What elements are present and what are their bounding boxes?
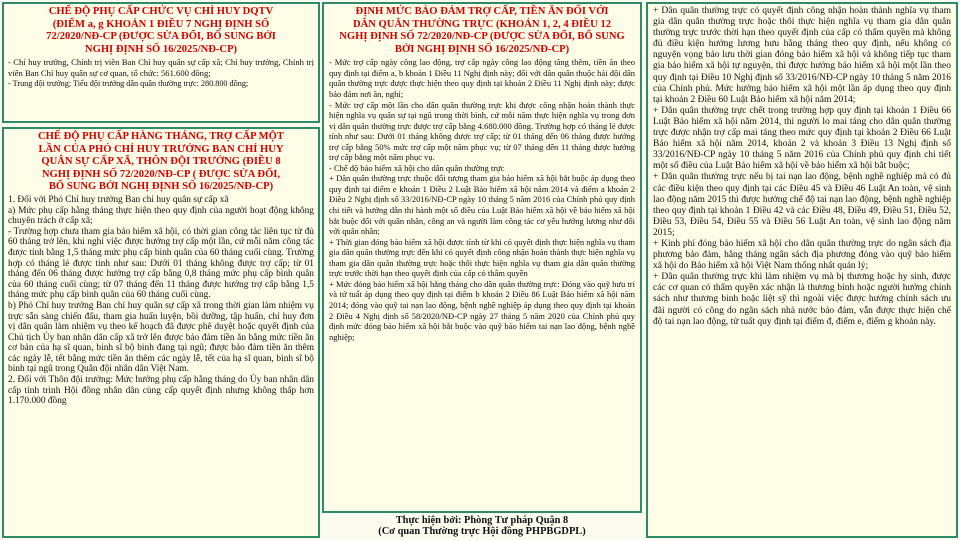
monthly-allowance-box <box>2 127 320 538</box>
paragraph: - Mức trợ cấp ngày công lao động, trợ cấp ngày công lao động tăng thêm, tiền ăn theo quy định tại điểm a, b khoản 1 Điều 11 Nghị định này; đối với dân quân thuộc hải đội dân quân thường trực được thực hiện theo quy định tại khoản 2 Điều 11 Nghị định này; được bảo đảm nơi ăn, nghỉ; <box>329 57 635 100</box>
paragraph: - Mức trợ cấp một lần cho dân quân thường trực khi được công nhận hoàn thành thực hiện nghĩa vụ quân sự tại ngũ trong thời bình, cứ mỗi năm thực hiện nghĩa vụ trong đơn vị dân quân thường trực được trợ cấp bằng 4.680.000 đồng. Trường hợp có tháng lẻ được tính như sau: Dưới 01 tháng không được trợ cấp; từ 01 tháng đến 06 tháng được hưởng trợ cấp bằng 50% mức trợ cấp một năm phục vụ; từ 07 tháng đến 11 tháng được hưởng trợ cấp bằng một năm phục vụ. <box>329 99 635 163</box>
paragraph: 2. Đối với Thôn đội trưởng: Mức hưởng phụ cấp hằng tháng do Ủy ban nhân dân cấp tỉnh trình Hội đồng nhân dân cùng cấp quyết định nhưng không thấp hơn 1.170.000 đồng <box>8 375 314 407</box>
subsidy-title: ĐỊNH MỨC BẢO ĐẢM TRỢ CẤP, TIỀN ĂN ĐỐI VỚI DÂN QUÂN THƯỜNG TRỰC (KHOẢN 1, 2, 4 ĐIỀU 12 NGHỊ ĐỊNH SỐ 72/2020/NĐ-CP (ĐƯỢC SỬA ĐỔI, BỔ SUNG BỞI NGHỊ ĐỊNH SỐ 16/2025/NĐ-CP) <box>339 6 625 55</box>
paragraph: + Kinh phí đóng bảo hiểm xã hội cho dân quân thường trực do ngân sách địa phương bảo đảm, hằng tháng ngân sách địa phương đóng vào quỹ bảo hiểm xã hội do Bảo hiểm xã hội Việt Nam thống nhất quản lý; <box>653 238 951 272</box>
paragraph: + Dân quân thường trực chết trong trường hợp quy định tại khoản 1 Điều 66 Luật Bảo hiểm xã hội năm 2014, thì người lo mai táng cho dân quân thường trực được nhận trợ cấp mai táng theo mức quy định tại khoản 2 Điều 66 Luật Bảo hiểm xã hội năm 2014, khoản 2 và khoản 3 Điều 13 Nghị định số 33/2016/NĐ-CP ngày 10 tháng 5 năm 2016 của Chính phủ quy định chi tiết một số điều của Luật Bảo hiểm xã hội về bảo hiểm xã hội bắt buộc; <box>653 105 951 172</box>
paragraph: a) Mức phụ cấp hằng tháng thực hiện theo quy định của người hoạt động không chuyên trách ở cấp xã; <box>8 205 314 227</box>
footer-credit <box>322 515 642 538</box>
column-left <box>2 2 320 538</box>
paragraph: 1. Đối với Phó Chỉ huy trưởng Ban chỉ huy quân sự cấp xã <box>8 194 229 205</box>
monthly-allowance-title: CHẾ ĐỘ PHỤ CẤP HÀNG THÁNG, TRỢ CẤP MỘT LẦN CỦA PHÓ CHỈ HUY TRƯỞNG BAN CHỈ HUY QUÂN SỰ CẤP XÃ, THÔN ĐỘI TRƯỞNG (ĐIỀU 8 NGHỊ ĐỊNH SỐ 72/2020/NĐ-CP ( ĐƯỢC SỬA ĐỔI, BỔ SUNG BỞI NGHỊ ĐỊNH SỐ 16/2025/NĐ-CP) <box>38 131 284 193</box>
paragraph: + Thời gian đóng bảo hiểm xã hội được tính từ khi có quyết định thực hiện nghĩa vụ tham gia dân quân thường trực đến khi có quyết định công nhận hoàn thành thực hiện nghĩa vụ tham gia dân quân thường trực hoặc thôi thực hiện nghĩa vụ tham gia dân quân thường trực trước thời hạn theo quyết định của cấp có thẩm quyền <box>329 236 635 279</box>
insurance-body <box>648 4 956 330</box>
allowance-position-body <box>4 56 318 90</box>
allowance-position-box <box>2 2 320 123</box>
subsidy-body <box>324 56 640 343</box>
paragraph: + Dân quân thường trực thuộc đối tượng tham gia bảo hiểm xã hội bắt buộc áp dụng theo quy định tại điểm e khoản 1 Điều 2 Luật Bảo hiểm xã hội năm 2014 và điểm a khoản 2 Điều 2 Nghị định số 33/2016/NĐ-CP ngày 10 tháng 5 năm 2016 của Chính phủ quy định chi tiết và hướng dẫn thi hành một số điều của Luật Bảo hiểm xã hội về bảo hiểm xã hội bắt buộc đối với quân nhân, công an và người làm công tác cơ yếu hưởng lương như đối với quân nhân; <box>329 173 635 237</box>
paragraph: - Chế độ bảo hiểm xã hội cho dân quân thường trực <box>329 162 505 173</box>
paragraph: - Chỉ huy trưởng, Chính trị viên Ban Chỉ huy quân sự cấp xã; Chỉ huy trưởng, Chính trị viên Ban Chỉ huy quân sự cơ quan, tổ chức: 561.600 đồng; <box>8 57 314 79</box>
footer-line-1: Thực hiện bởi: Phòng Tư pháp Quận 8 <box>395 515 569 526</box>
paragraph: b) Phó Chỉ huy trưởng Ban chỉ huy quân sự cấp xã trong thời gian làm nhiệm vụ trực sẵn sàng chiến đấu, tham gia huấn luyện, bồi dưỡng, tập huấn, chỉ huy đơn vị dân quân làm nhiệm vụ theo kế hoạch đã được phê duyệt hoặc quyết định của Chủ tịch Ủy ban nhân dân cấp xã trở lên được bảo đảm tiền ăn bằng mức tiền ăn cơ bản của hạ sĩ quan, binh sĩ bộ binh đang tại ngũ; được bảo đảm tiền ăn thêm các ngày lễ, tết bằng mức tiền ăn thêm các ngày lễ, tết của hạ sĩ quan, binh sĩ bộ binh tại ngũ trong Quân đội nhân dân Việt Nam. <box>8 300 314 375</box>
column-middle <box>322 2 642 513</box>
allowance-position-title: CHẾ ĐỘ PHỤ CẤP CHỨC VỤ CHỈ HUY DQTV (ĐIỂM a, g KHOẢN 1 ĐIỀU 7 NGHỊ ĐỊNH SỐ 72/2020/NĐ-CP (ĐƯỢC SỬA ĐỔI, BỔ SUNG BỞI NGHỊ ĐỊNH SỐ 16/2025/NĐ-CP) <box>46 6 276 55</box>
paragraph: + Mức đóng bảo hiểm xã hội hằng tháng cho dân quân thường trực: Đóng vào quỹ hưu trí và tử tuất áp dụng theo quy định tại điểm b khoản 2 Điều 86 Luật Bảo hiểm xã hội năm 2014; đóng vào quỹ tai nạn lao động, bệnh nghề nghiệp áp dụng theo quy định tại khoản 2 Điều 4 Nghị định số 58/2020/NĐ-CP ngày 27 tháng 5 năm 2020 của Chính phủ quy định mức đóng bảo hiểm xã hội bắt buộc vào quỹ bảo hiểm tai nạn lao động, bệnh nghề nghiệp; <box>329 278 635 342</box>
paragraph: - Trường hợp chưa tham gia bảo hiểm xã hội, có thời gian công tác liên tục từ đủ 60 tháng trở lên, khi nghỉ việc được hưởng trợ cấp một lần, cứ mỗi năm công tác được tính bằng 1,5 tháng mức phụ cấp bình quân của 60 tháng cuối cùng. Trường hợp có tháng lẻ được tính như sau: Dưới 01 tháng không được trợ cấp; từ 01 tháng đến 06 tháng được hưởng trợ cấp bằng 0,8 tháng mức phụ cấp bình quân của 60 tháng cuối cùng; từ 07 tháng đến 11 tháng được hưởng trợ cấp bằng 1,5 tháng mức phụ cấp bình quân của 60 tháng cuối cùng. <box>8 226 314 301</box>
paragraph: - Trung đội trưởng; Tiểu đội trưởng dân quân thường trực: 280.800 đồng; <box>8 78 249 88</box>
column-right <box>646 2 958 538</box>
paragraph: + Dân quân thường trực có quyết định công nhận hoàn thành nghĩa vụ tham gia dân quân thường trực hoặc thôi thực hiện nghĩa vụ tham gia dân quân thường trực trước thời hạn theo quyết định của cấp có thẩm quyền mà không đủ điều kiện hưởng lương hưu hằng tháng theo quy định, nếu không có nguyện vọng bảo lưu thời gian đóng bảo hiểm xã hội và không tiếp tục tham gia bảo hiểm xã hội tự nguyện, thì được hưởng bảo hiểm xã hội một lần theo quy định tại Điều 10 Nghị định số 33/2016/NĐ-CP ngày 10 tháng 5 năm 2016 của Chính phủ. Mức hưởng bảo hiểm xã hội một lần áp dụng theo quy định tại khoản 2 Điều 60 Luật Bảo hiểm xã hội năm 2014; <box>653 6 951 105</box>
footer-line-2: (Cơ quan Thường trực Hội đồng PHPBGDPL) <box>378 526 586 538</box>
paragraph: + Dân quân thường trực nếu bị tai nạn lao động, bệnh nghề nghiệp mà có đủ các điều kiện theo quy định tại các Điều 45 và Điều 46 Luật An toàn, vệ sinh lao động năm 2015 thì được hưởng chế độ tai nạn lao động, bệnh nghề nghiệp theo quy định tại khoản 1 Điều 42 và các Điều 48, Điều 49, Điều 51, Điều 52, Điều 53, Điều 54, Điều 55 và Điều 56 Luật An toàn, vệ sinh lao động năm 2015; <box>653 172 951 238</box>
monthly-allowance-body <box>4 194 318 408</box>
paragraph: + Dân quân thường trực khi làm nhiệm vụ mà bị thương hoặc hy sinh, được các cơ quan có thẩm quyền xác nhận là thương binh hoặc người hưởng chính sách như thương binh hoặc liệt sỹ thì ngoài việc được hưởng chính sách ưu đãi người có công do ngân sách nhà nước bảo đảm, vẫn được thực hiện chế độ tai nạn lao động, tử tuất quy định tại điểm đ, điểm e, điểm g khoản này. <box>653 272 951 327</box>
